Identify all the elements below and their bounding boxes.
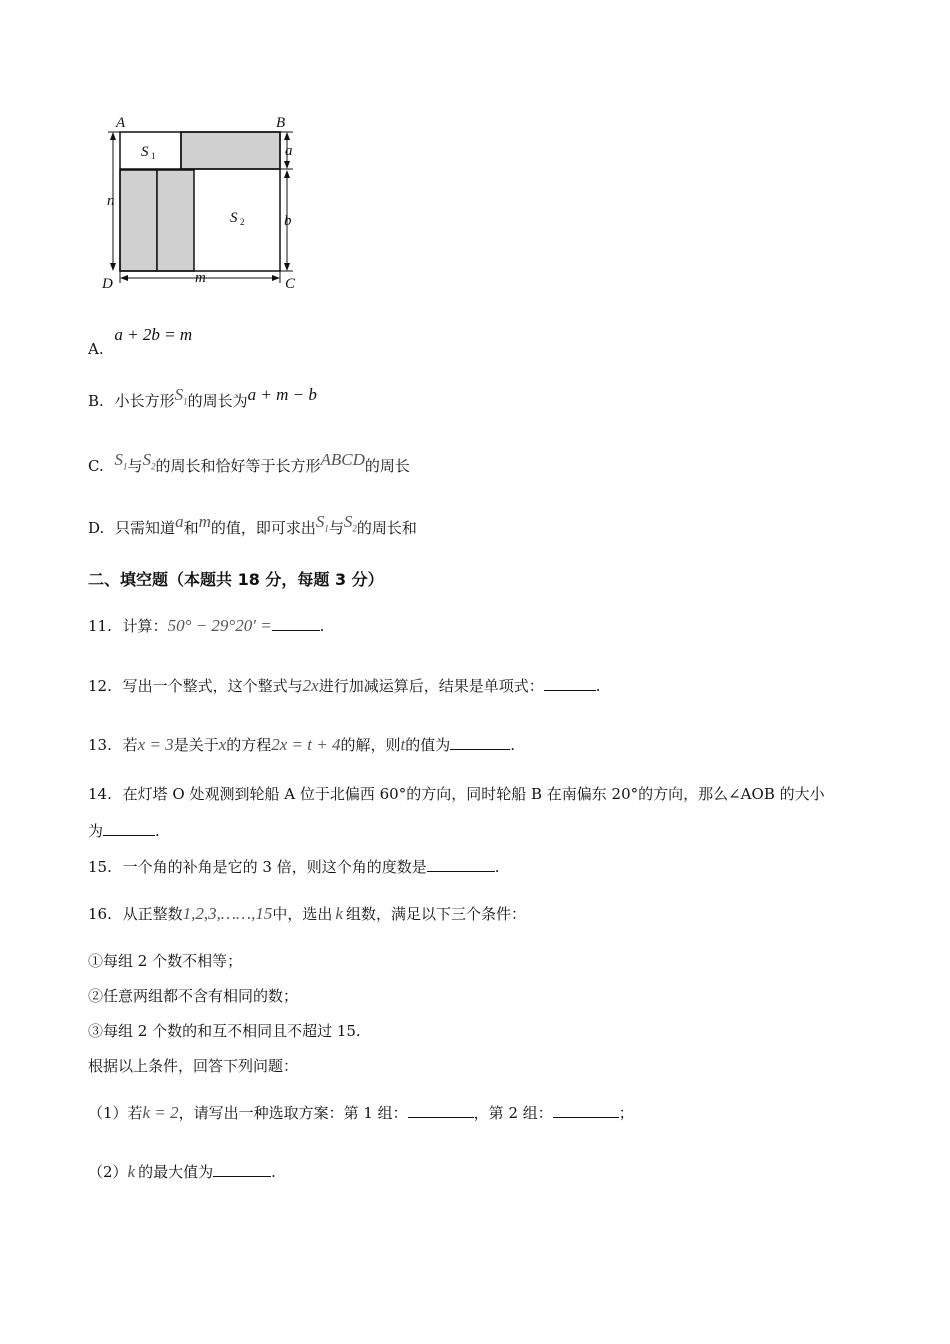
- q11-answer-blank[interactable]: [272, 616, 320, 631]
- rectangle-figure: [96, 110, 311, 295]
- q16-number: 16.: [88, 905, 112, 923]
- q13-number: 13.: [88, 736, 112, 754]
- option-c-t1: 与: [127, 457, 143, 475]
- dimension-a-label: a: [285, 143, 293, 159]
- option-d-m2: m: [198, 512, 211, 531]
- q16-math2: k: [335, 904, 343, 923]
- q15-text: 一个角的补角是它的 3 倍，则这个角的度数是: [122, 858, 427, 876]
- region-s2-label: S: [230, 210, 238, 226]
- q14-end: .: [155, 822, 160, 840]
- option-c-t3: 的周长: [364, 457, 410, 475]
- gray-strip-top: [181, 132, 280, 169]
- dimension-m-label: m: [195, 270, 206, 286]
- q16-p2-text2: 的最大值为: [138, 1163, 214, 1181]
- dimension-b-label: b: [284, 213, 292, 229]
- option-a: [88, 325, 193, 358]
- option-a-math: a + 2b = m: [114, 325, 193, 344]
- q11-number: 11.: [88, 617, 112, 635]
- option-b-text1: 小长方形: [114, 392, 175, 410]
- q16-p1-math: k = 2: [142, 1103, 179, 1122]
- q14-answer-blank[interactable]: [103, 821, 155, 836]
- option-c-math: ABCD: [320, 450, 365, 469]
- q14-number: 14.: [88, 785, 112, 803]
- q13-text1: 若: [122, 736, 138, 754]
- region-s1-sub: 1: [151, 151, 156, 161]
- q13-math3: 2x = t + 4: [271, 735, 341, 754]
- q16-p1-text2: ，请写出一种选取方案：第 1 组：: [178, 1104, 408, 1122]
- vertex-a-label: A: [116, 115, 126, 131]
- q13-text5: 的值为: [405, 736, 451, 754]
- gray-strip-left-1: [120, 170, 157, 271]
- option-b: [88, 385, 317, 417]
- q16-text3: 组数，满足以下三个条件：: [345, 905, 526, 923]
- q12-answer-blank[interactable]: [544, 676, 596, 691]
- option-d-s1: $S_1$: [315, 512, 329, 534]
- section-2-title: 二、填空题（本题共 18 分，每题 3 分）: [88, 570, 384, 589]
- dimension-n-label: n: [107, 193, 115, 209]
- option-c-s1: $S_1$: [114, 450, 128, 472]
- option-d-s2: $S_2$: [343, 512, 357, 534]
- q15-end: .: [494, 858, 500, 876]
- option-d-label: D.: [88, 519, 105, 537]
- q16-text1: 从正整数: [122, 905, 183, 923]
- q15-answer-blank[interactable]: [427, 857, 495, 872]
- option-b-s1: $S_1$: [174, 385, 188, 407]
- q12-end: .: [595, 677, 601, 695]
- option-d-t1: 只需知道: [115, 519, 176, 537]
- option-d-t4: 与: [328, 519, 344, 537]
- q16-p2-end: .: [271, 1163, 276, 1181]
- q16-p1-end: ；: [618, 1104, 634, 1122]
- q16-p1-text3: ，第 2 组：: [473, 1104, 553, 1122]
- q16-math1: 1,2,3,……,15: [182, 904, 273, 923]
- q16-part-1: [88, 1103, 634, 1123]
- question-14-line2: [88, 821, 160, 841]
- q14-text-line1: 在灯塔 O 处观测到轮船 A 位于北偏西 60°的方向，同时轮船 B 在南偏东 20°的方向，那么∠AOB 的大小: [122, 785, 825, 803]
- q11-end: .: [319, 617, 325, 635]
- q13-text4: 的解，则: [340, 736, 401, 754]
- q16-p2-answer-blank[interactable]: [213, 1162, 271, 1177]
- q11-math: 50° − 29°20′ =: [167, 616, 272, 635]
- question-11: [88, 616, 324, 636]
- q16-p1-blank-group1[interactable]: [408, 1103, 474, 1118]
- q11-text: 计算：: [122, 617, 168, 635]
- question-13: [88, 735, 515, 755]
- q13-math4: t: [400, 735, 406, 754]
- q13-math2: x: [218, 735, 227, 754]
- option-d-t3: 的值，即可求出: [210, 519, 316, 537]
- vertex-b-label: B: [276, 115, 286, 131]
- q15-number: 15.: [88, 858, 112, 876]
- q14-text-line2: 为: [88, 822, 104, 840]
- option-d-t2: 和: [183, 519, 199, 537]
- q16-condition-1: ①每组 2 个数不相等；: [88, 952, 243, 970]
- q13-text3: 的方程: [226, 736, 272, 754]
- option-a-label: A.: [88, 340, 104, 358]
- q12-text1: 写出一个整式，这个整式与: [122, 677, 303, 695]
- q12-number: 12.: [88, 677, 112, 695]
- option-d: [88, 512, 417, 544]
- option-b-text2: 的周长为: [187, 392, 248, 410]
- question-14-line1: [88, 784, 825, 804]
- option-d-t5: 的周长和: [356, 519, 417, 537]
- q13-text2: 是关于: [173, 736, 219, 754]
- q16-part-2: [88, 1162, 276, 1182]
- vertex-c-label: C: [285, 276, 296, 292]
- q13-answer-blank[interactable]: [450, 735, 510, 750]
- option-c-label: C.: [88, 457, 104, 475]
- option-c-t2: 的周长和恰好等于长方形: [155, 457, 321, 475]
- question-15: [88, 857, 500, 877]
- q16-p1-text1: （1）若: [88, 1104, 143, 1122]
- question-12: [88, 676, 601, 696]
- q16-text2: 中，选出: [272, 905, 333, 923]
- vertex-d-label: D: [102, 276, 113, 292]
- q16-p2-text1: （2）: [88, 1163, 128, 1181]
- q16-p2-math: k: [127, 1162, 136, 1181]
- region-s1-label: S: [141, 144, 149, 160]
- question-16: [88, 904, 526, 924]
- gray-strip-left-2: [157, 170, 194, 271]
- option-d-m1: a: [175, 512, 184, 531]
- q16-p1-blank-group2[interactable]: [553, 1103, 619, 1118]
- q13-end: .: [510, 736, 516, 754]
- q16-condition-2: ②任意两组都不含有相同的数；: [88, 987, 299, 1005]
- option-b-math: a + m − b: [247, 385, 317, 404]
- q12-text2: 进行加减运算后，结果是单项式：: [318, 677, 544, 695]
- q13-math1: x = 3: [137, 735, 174, 754]
- option-c: [88, 450, 410, 482]
- q16-condition-3: ③每组 2 个数的和互不相同且不超过 15.: [88, 1022, 361, 1040]
- option-b-label: B.: [88, 392, 104, 410]
- q12-math: 2x: [302, 676, 319, 695]
- q16-prompt: 根据以上条件，回答下列问题：: [88, 1057, 299, 1075]
- option-c-s2: $S_2$: [142, 450, 156, 472]
- region-s2-sub: 2: [240, 217, 245, 227]
